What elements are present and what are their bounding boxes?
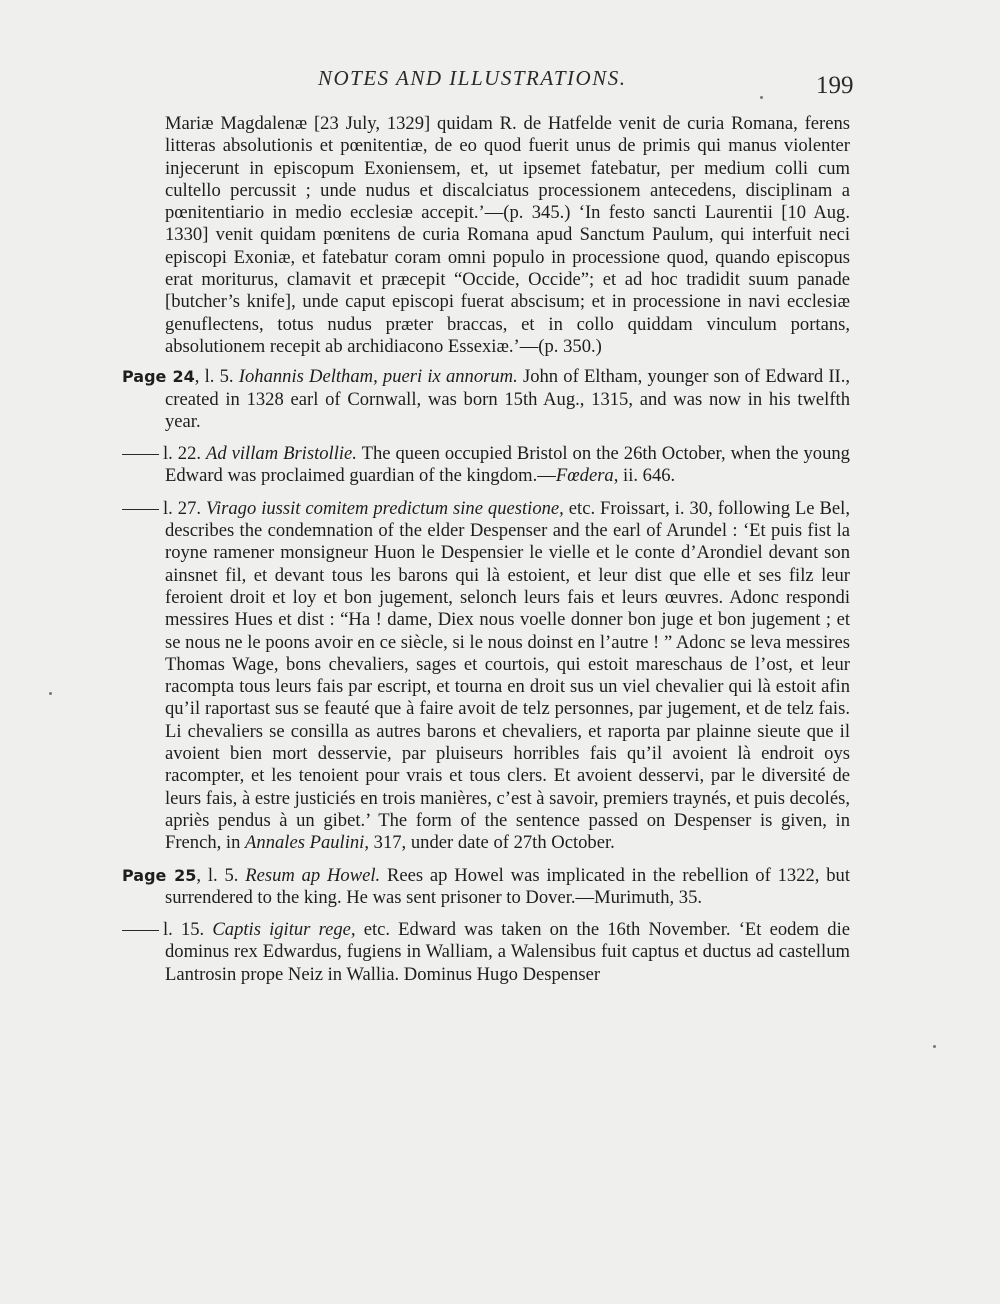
note-lemma: Iohannis Deltham, pueri ix annorum. <box>238 366 518 388</box>
note-source-tail: , ii. 646. <box>613 465 676 487</box>
note-line-ref: l. 22. <box>163 443 202 465</box>
note-source-title: Fœdera <box>555 465 614 487</box>
note-line-ref: , l. 5. <box>196 864 239 886</box>
note-lemma: Resum ap Howel. <box>245 864 381 886</box>
ditto-rule <box>122 930 159 931</box>
page-body <box>122 113 850 986</box>
note-line-15 <box>122 919 850 986</box>
note-lemma: Ad villam Bristollie. <box>206 443 357 465</box>
note-page-24-line-5 <box>122 366 850 433</box>
note-source-title: Annales Paulini <box>245 832 365 854</box>
paper-speck <box>760 96 763 99</box>
note-page-25-line-5 <box>122 865 850 910</box>
ditto-rule <box>122 454 159 455</box>
note-lemma: Virago iussit comitem predictum sine questione, <box>205 497 564 519</box>
note-commentary: The queen occupied Bristol on the 26th October, when the young Edward was proclaimed guardian of the kingdom.— <box>165 443 850 487</box>
note-line-27 <box>122 498 850 855</box>
note-line-ref: l. 27. <box>163 497 202 519</box>
page-number: 199 <box>816 72 854 99</box>
note-page-label: Page 24 <box>122 367 195 387</box>
note-commentary: etc. Edward was taken on the 16th November. ‘Et eodem die dominus rex Edwardus, fugiens in Walliam, a Walensibus fuit captus et ductus ad castellum Lantrosin prope Neiz in Wallia. Dominus Hugo Despenser <box>165 919 850 985</box>
note-lemma: Captis igitur rege, <box>212 919 356 941</box>
note-line-22 <box>122 443 850 488</box>
note-page-label: Page 25 <box>122 865 197 885</box>
running-head: NOTES AND ILLUSTRATIONS. <box>318 66 627 90</box>
paper-speck <box>933 1045 936 1048</box>
note-source-tail: , 317, under date of 27th October. <box>364 832 615 854</box>
paper-speck <box>49 692 52 695</box>
note-line-ref: , l. 5. <box>194 366 234 388</box>
ditto-rule <box>122 509 159 510</box>
note-line-ref: l. 15. <box>163 919 205 941</box>
note-commentary: etc. Froissart, i. 30, following Le Bel, describes the condemnation of the elder Despenser and the earl of Arundel : ‘Et puis fist la royne ramener monsigneur Huon le Despensier le vielle et le conte d’Arondiel devant son ainsnet fil, et devant tous les barons qui là estoient, et leur dist que elle et ses filz leur feroient droit et loy et bon jugement, selonch leurs fais et leurs œuvres. Adonc respondi messires Hues et dist : “Ha ! dame, Diex nous voelle donner bon juge et bon jugement ; et se nous ne le poons avoir en ce siècle, si le nous doinst en l’autre ! ” Adonc se leva messires Thomas Wage, bons chevaliers, sages et courtois, qui estoit mareschaus de l’ost, et leur racompta tous leurs fais par escript, et tourna en droit sus un viel chevalier qui là estoit afin qu’il raportast sus se feauté que à faire avoit de telz personnes, par jugement, et de telz fais. Li chevaliers se consilla as autres barons et chevaliers, et raporta par plainne sieute que il avoient bien mort desservie, par pluiseurs horribles fais qu’il avoient là endroit oys racompter, et les tenoient pour vrais et tous clers. Et avoient desservi, par le diversité de leurs fais, à estre justiciés en trois manières, c’est à savoir, premiers traynés, et puis decolés, apriès pendus à un gibet.’ The form of the sentence passed on Despenser is given, in French, in <box>165 497 850 854</box>
note-commentary: Rees ap Howel was implicated in the rebellion of 1322, but surrendered to the king. He was sent prisoner to Dover.—Murimuth, 35. <box>165 864 850 908</box>
note-commentary: John of Eltham, younger son of Edward II., created in 1328 earl of Cornwall, was born 15th Aug., 1315, and was now in his twelfth year. <box>165 366 850 432</box>
continued-quotation: Mariæ Magdalenæ [23 July, 1329] quidam R. de Hatfelde venit de curia Romana, ferens litteras absolutionis et pœnitentiæ, de eo quod fuerit unus de primis qui manus violenter injecerunt in episcopum Exoniensem, et, ut ipsemet fatebatur, per medium colli cum cultello percussit ; unde nudus et discalciatus processionem antecedens, disciplinam a pœnitentiario in medio ecclesiæ accepit.’—(p. 345.) ‘In festo sancti Laurentii [10 Aug. 1330] venit quidam pœnitens de curia Romana apud Sanctum Paulum, qui interfuit neci episcopi Exoniæ, et fatebatur coram omni populo in processione quod, quando episcopus erat moriturus, clamavit et præcepit “Occide, Occide”; et ad hoc tradidit suum panade [butcher’s knife], unde caput episcopi fuerat abscisum; et in processione in navi ecclesiæ genuflectens, totus nudus præter braccas, et in collo quiddam vinculum portans, absolutionem recepit ab archidiacono Essexiæ.’—(p. 350.) <box>165 113 850 357</box>
